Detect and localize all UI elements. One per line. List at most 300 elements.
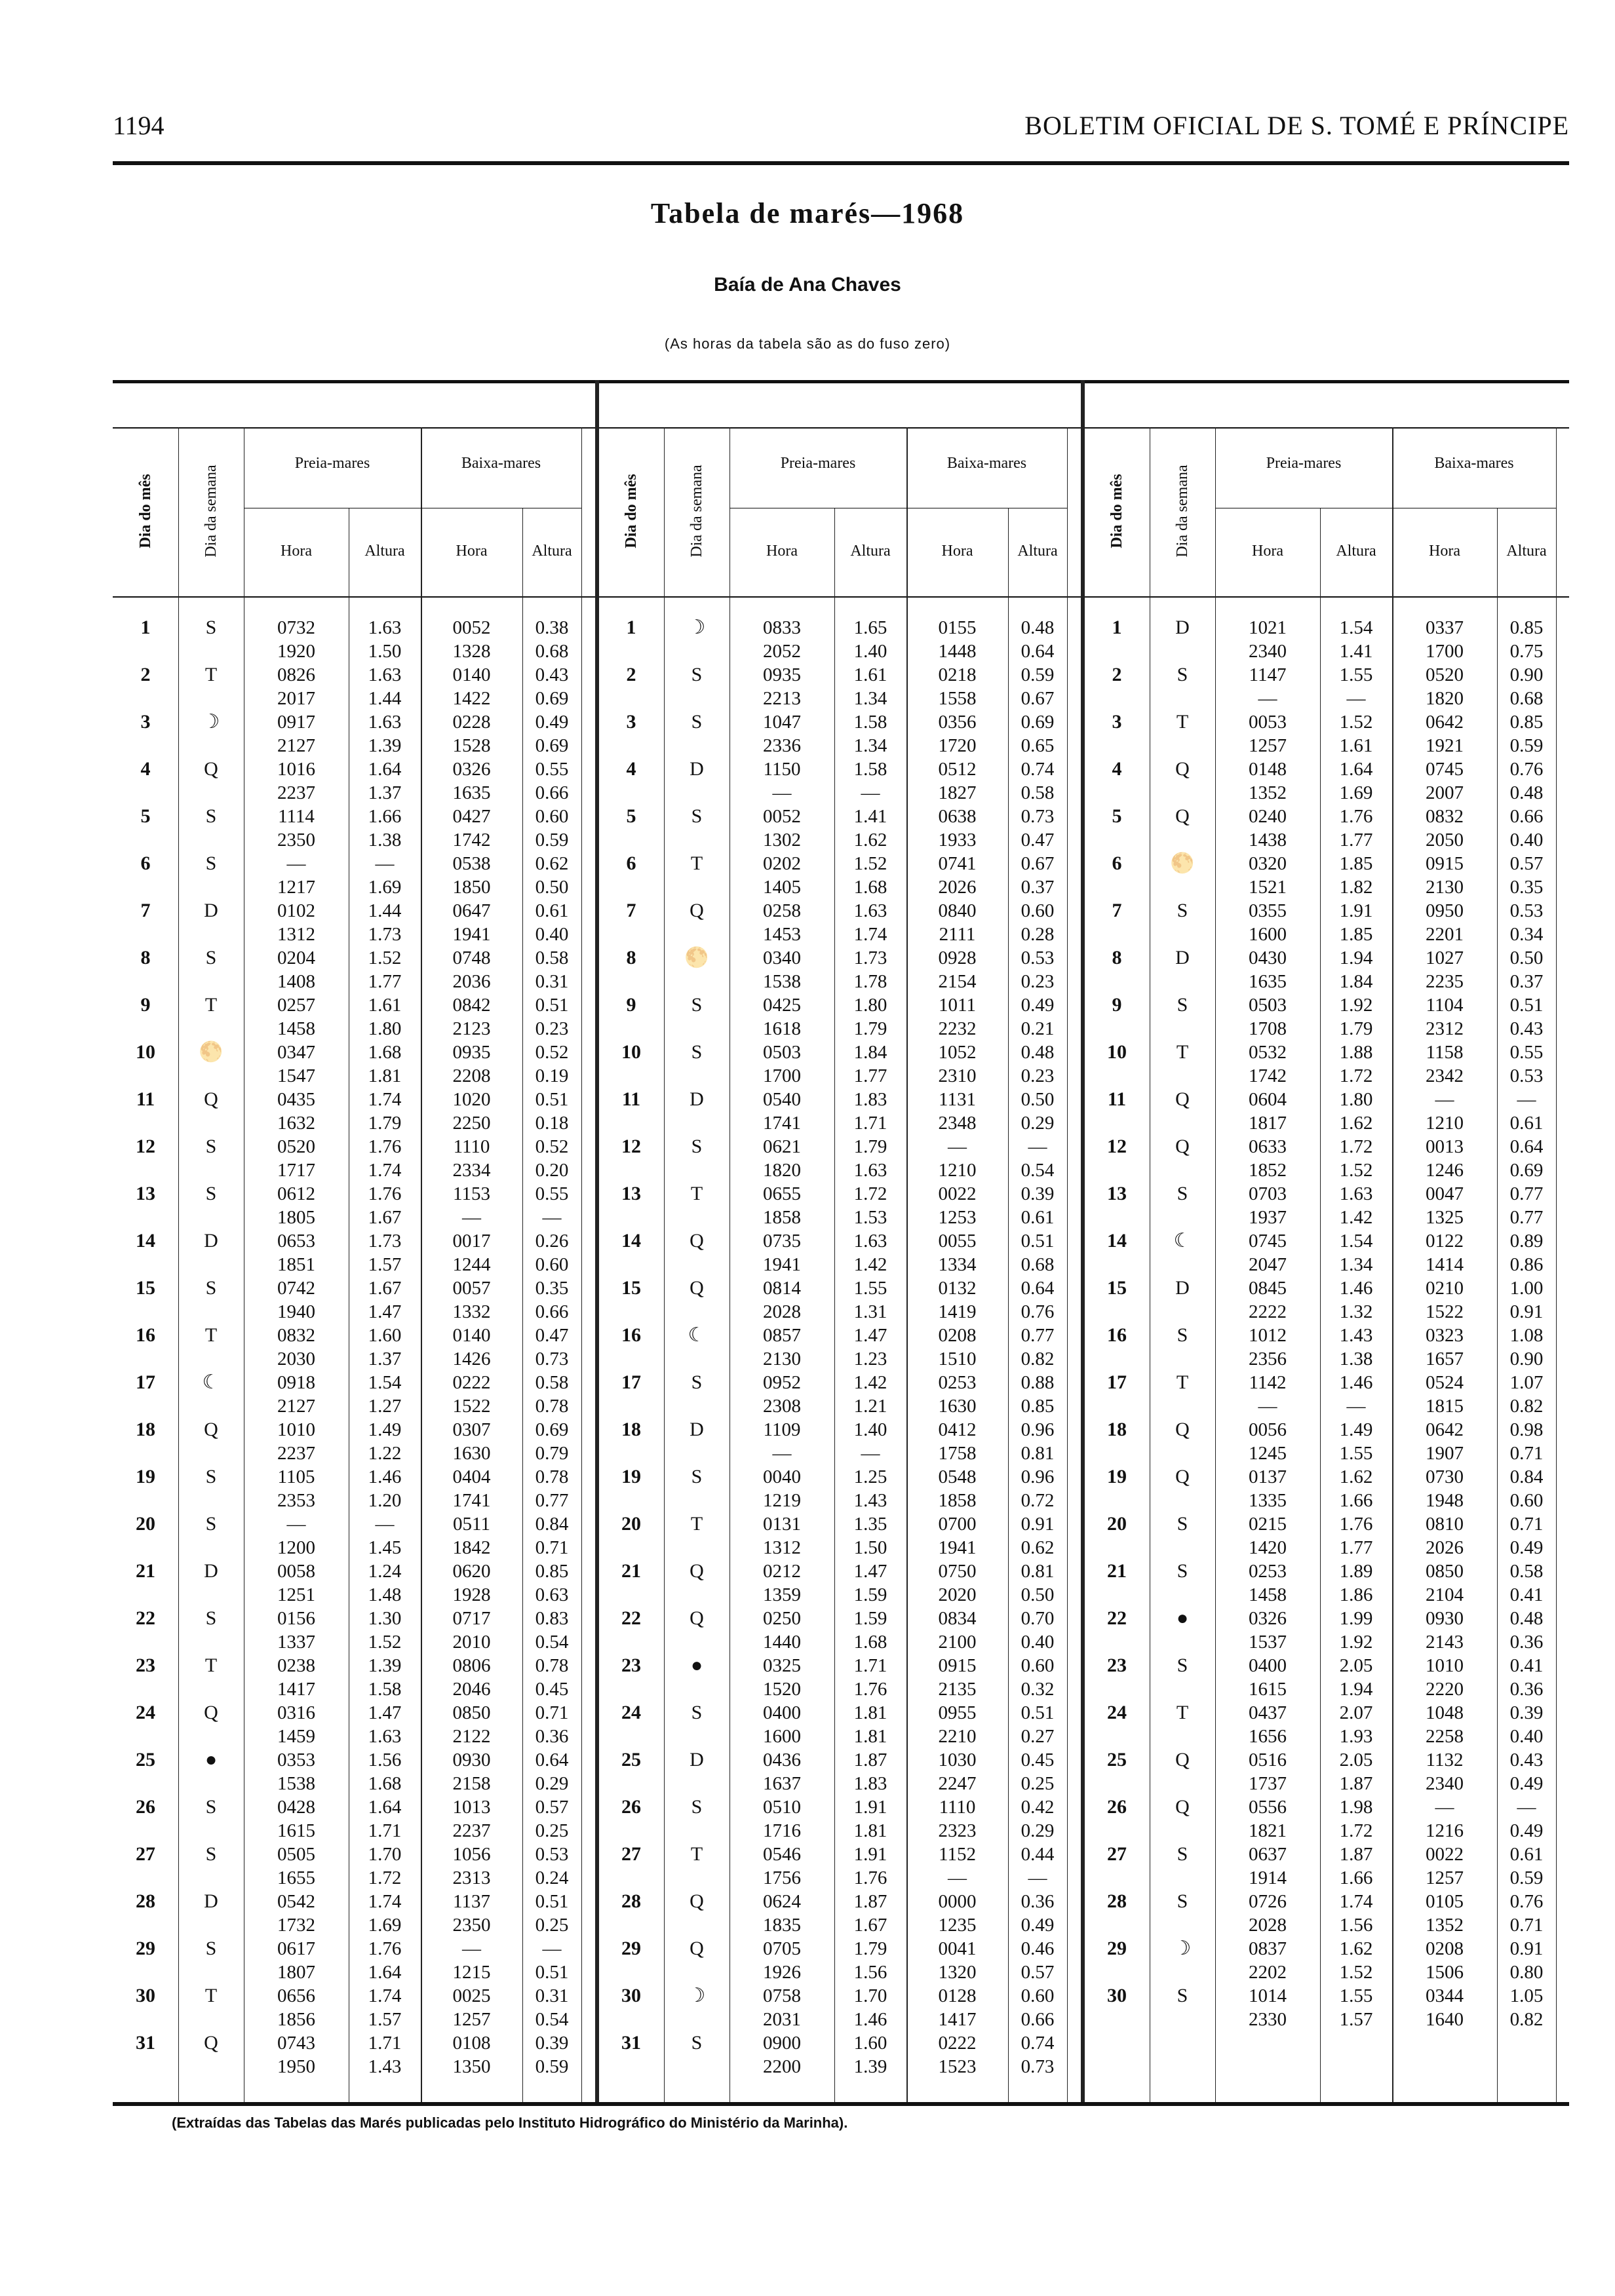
low-water-time: 1048 xyxy=(1426,1702,1464,1723)
low-water-height: 0.59 xyxy=(535,2056,569,2077)
low-water-height: 0.24 xyxy=(535,1867,569,1888)
low-water-time: 0025 xyxy=(452,1985,491,2006)
low-water-height: 0.23 xyxy=(1021,1065,1055,1086)
low-water-time: 1152 xyxy=(939,1844,976,1865)
high-water-height: 2.07 xyxy=(1339,1702,1373,1723)
high-water-time: 0326 xyxy=(1249,1608,1287,1629)
low-water-time: 2232 xyxy=(938,1018,977,1039)
low-water-time: 1907 xyxy=(1426,1443,1464,1464)
low-water-height: 0.71 xyxy=(535,1702,569,1723)
low-water-time: 2313 xyxy=(452,1867,491,1888)
low-water-time: 0218 xyxy=(938,664,977,685)
day-of-month: 5 xyxy=(140,805,151,827)
high-water-time: 0917 xyxy=(277,712,315,733)
low-water-height: 0.96 xyxy=(1021,1419,1055,1440)
day-of-month: 11 xyxy=(1107,1088,1127,1110)
header-altura: Altura xyxy=(1336,543,1376,560)
high-water-time: 1217 xyxy=(277,877,315,898)
low-water-height: 0.71 xyxy=(1509,1915,1544,1936)
high-water-height: 1.42 xyxy=(853,1254,887,1275)
high-water-time: 1820 xyxy=(763,1160,801,1181)
low-water-time: 0055 xyxy=(938,1231,977,1252)
low-water-time: 1215 xyxy=(452,1962,491,1983)
low-water-time: 0915 xyxy=(1426,853,1464,874)
low-water-time: 1842 xyxy=(452,1537,491,1558)
high-water-time: 0758 xyxy=(763,1985,801,2006)
low-water-time: 0140 xyxy=(452,1325,491,1346)
high-water-time: 1335 xyxy=(1249,1490,1287,1511)
low-water-time: 1741 xyxy=(452,1490,491,1511)
day-of-month: 2 xyxy=(626,664,636,685)
low-water-height: 0.19 xyxy=(535,1065,569,1086)
low-water-height: 0.82 xyxy=(1021,1349,1055,1369)
low-water-height: 0.50 xyxy=(1021,1584,1055,1605)
day-of-month: 8 xyxy=(140,947,151,968)
high-water-height: 1.74 xyxy=(368,1160,402,1181)
weekday: 🌕 xyxy=(199,1041,224,1063)
weekday: S xyxy=(691,1136,703,1157)
high-water-time: 1520 xyxy=(763,1679,801,1700)
weekday: S xyxy=(1177,900,1188,921)
day-of-month: 8 xyxy=(1112,947,1122,968)
high-water-time: 1615 xyxy=(277,1820,315,1841)
high-water-height: 1.59 xyxy=(853,1584,887,1605)
day-of-month: 9 xyxy=(140,994,151,1016)
low-water-height: 0.40 xyxy=(1021,1632,1055,1653)
high-water-time: 1438 xyxy=(1249,830,1287,851)
weekday: S xyxy=(1177,994,1188,1016)
low-water-height: 0.47 xyxy=(1021,830,1055,851)
day-of-month: 15 xyxy=(136,1277,155,1299)
high-water-time: 2336 xyxy=(763,735,801,756)
header-dia-da-semana: Dia da semana xyxy=(203,465,220,558)
high-water-height: 1.57 xyxy=(1339,2009,1373,2030)
day-of-month: 23 xyxy=(1107,1655,1127,1676)
day-of-month: 3 xyxy=(140,711,151,733)
low-water-time: 0326 xyxy=(452,759,491,780)
low-water-height: 0.51 xyxy=(1509,995,1544,1016)
low-water-time: 1948 xyxy=(1426,1490,1464,1511)
high-water-height: 1.66 xyxy=(1339,1867,1373,1888)
low-water-height: 0.40 xyxy=(535,924,569,945)
low-water-height: 0.54 xyxy=(535,1632,569,1653)
weekday: D xyxy=(204,1230,218,1252)
high-water-height: 1.79 xyxy=(853,1136,887,1157)
low-water-height: 0.44 xyxy=(1021,1844,1055,1865)
low-water-height: — xyxy=(1028,1136,1047,1157)
high-water-height: 1.57 xyxy=(368,1254,402,1275)
high-water-height: 1.80 xyxy=(853,995,887,1016)
low-water-height: 0.51 xyxy=(1021,1231,1055,1252)
weekday: S xyxy=(1177,1985,1188,2006)
high-water-height: 1.41 xyxy=(1339,641,1373,662)
high-water-height: 1.83 xyxy=(853,1089,887,1110)
high-water-height: 1.63 xyxy=(853,900,887,921)
high-water-height: 1.81 xyxy=(368,1065,402,1086)
low-water-time: 2050 xyxy=(1426,830,1464,851)
weekday: ☾ xyxy=(688,1324,706,1346)
high-water-time: 1635 xyxy=(1249,971,1287,992)
high-water-time: 1010 xyxy=(277,1419,315,1440)
high-water-time: 0156 xyxy=(277,1608,315,1629)
weekday: T xyxy=(204,1655,218,1676)
low-water-height: 0.76 xyxy=(1509,1891,1544,1912)
weekday: Q xyxy=(1175,758,1190,780)
low-water-height: 0.57 xyxy=(1509,853,1544,874)
weekday: ☽ xyxy=(1173,1938,1192,1959)
high-water-height: 1.42 xyxy=(1339,1207,1373,1228)
low-water-height: 0.46 xyxy=(1021,1938,1055,1959)
high-water-time: 0148 xyxy=(1249,759,1287,780)
low-water-time: 1941 xyxy=(938,1537,977,1558)
low-water-time: 0548 xyxy=(938,1466,977,1487)
high-water-time: 0437 xyxy=(1249,1702,1287,1723)
low-water-time: 0810 xyxy=(1426,1514,1464,1535)
low-water-height: 0.98 xyxy=(1509,1419,1544,1440)
day-of-month: 17 xyxy=(1107,1371,1127,1393)
high-water-height: 1.39 xyxy=(853,2056,887,2077)
low-water-height: 0.59 xyxy=(1509,735,1544,756)
high-water-time: 0435 xyxy=(277,1089,315,1110)
high-water-time: 0400 xyxy=(763,1702,801,1723)
header-altura: Altura xyxy=(364,543,405,560)
high-water-height: 1.23 xyxy=(853,1349,887,1369)
low-water-height: 0.77 xyxy=(535,1490,569,1511)
high-water-height: 1.46 xyxy=(853,2009,887,2030)
low-water-height: 0.49 xyxy=(1509,1537,1544,1558)
day-of-month: 12 xyxy=(136,1136,155,1157)
low-water-height: 0.59 xyxy=(1021,664,1055,685)
weekday: Q xyxy=(1175,805,1190,827)
low-water-height: 1.00 xyxy=(1509,1278,1544,1299)
high-water-time: 0826 xyxy=(277,664,315,685)
low-water-time: — xyxy=(948,1867,967,1888)
low-water-time: 0222 xyxy=(938,2033,977,2054)
low-water-height: 0.69 xyxy=(535,688,569,709)
low-water-time: 0022 xyxy=(938,1183,977,1204)
high-water-time: 1016 xyxy=(277,759,315,780)
weekday: D xyxy=(690,1749,704,1770)
high-water-height: 1.87 xyxy=(853,1750,887,1770)
low-water-time: 1815 xyxy=(1426,1396,1464,1417)
weekday: Q xyxy=(204,1088,218,1110)
high-water-height: 1.61 xyxy=(1339,735,1373,756)
low-water-time: 1334 xyxy=(938,1254,977,1275)
weekday: S xyxy=(691,1041,703,1063)
source-footer: (Extraídas das Tabelas das Marés publicadas pelo Instituto Hidrográfico do Ministério da Marinha). xyxy=(172,2114,848,2131)
high-water-height: 1.52 xyxy=(1339,1962,1373,1983)
low-water-height: 0.36 xyxy=(1509,1632,1544,1653)
day-of-month: 26 xyxy=(136,1796,155,1818)
high-water-time: 0253 xyxy=(1249,1561,1287,1582)
high-water-time: 0845 xyxy=(1249,1278,1287,1299)
day-of-month: 16 xyxy=(621,1324,641,1346)
low-water-height: 0.38 xyxy=(535,617,569,638)
high-water-height: 1.43 xyxy=(1339,1325,1373,1346)
low-water-time: 0620 xyxy=(452,1561,491,1582)
high-water-height: 1.21 xyxy=(853,1396,887,1417)
low-water-height: 0.81 xyxy=(1021,1561,1055,1582)
header-hora: Hora xyxy=(281,543,312,560)
weekday: S xyxy=(1177,1655,1188,1676)
high-water-time: 0520 xyxy=(277,1136,315,1157)
header-dia-da-semana: Dia da semana xyxy=(688,465,705,558)
high-water-height: 1.74 xyxy=(853,924,887,945)
day-of-month: 9 xyxy=(626,994,636,1016)
low-water-height: 0.60 xyxy=(1509,1490,1544,1511)
day-of-month: 23 xyxy=(621,1655,641,1676)
low-water-height: 0.29 xyxy=(1021,1820,1055,1841)
high-water-height: 1.52 xyxy=(1339,712,1373,733)
low-water-height: 0.28 xyxy=(1021,924,1055,945)
low-water-height: 0.37 xyxy=(1509,971,1544,992)
high-water-height: 1.74 xyxy=(368,1089,402,1110)
low-water-time: 0228 xyxy=(452,712,491,733)
high-water-height: 1.58 xyxy=(368,1679,402,1700)
high-water-time: 2222 xyxy=(1249,1301,1287,1322)
low-water-time: 0022 xyxy=(1426,1844,1464,1865)
low-water-time: 1257 xyxy=(452,2009,491,2030)
low-water-time: — xyxy=(1435,1089,1454,1110)
day-of-month: 2 xyxy=(1112,664,1122,685)
high-water-time: 1105 xyxy=(277,1466,315,1487)
high-water-height: 1.47 xyxy=(853,1561,887,1582)
low-water-height: 1.08 xyxy=(1509,1325,1544,1346)
table-title: Tabela de marés—1968 xyxy=(650,197,965,229)
low-water-time: 2340 xyxy=(1426,1773,1464,1794)
high-water-time: 1655 xyxy=(277,1867,315,1888)
low-water-time: 0000 xyxy=(938,1891,977,1912)
weekday: T xyxy=(690,1513,703,1535)
high-water-height: 1.64 xyxy=(368,759,402,780)
weekday: S xyxy=(1177,1890,1188,1912)
high-water-time: 0542 xyxy=(277,1891,315,1912)
high-water-time: 1150 xyxy=(763,759,801,780)
low-water-height: 0.69 xyxy=(535,735,569,756)
high-water-height: 1.43 xyxy=(853,1490,887,1511)
high-water-height: 1.62 xyxy=(853,830,887,851)
weekday: D xyxy=(204,1890,218,1912)
high-water-time: 0316 xyxy=(277,1702,315,1723)
day-of-month: 20 xyxy=(1107,1513,1127,1535)
low-water-height: 0.51 xyxy=(535,1891,569,1912)
low-water-time: 1253 xyxy=(938,1207,977,1228)
low-water-time: 1758 xyxy=(938,1443,977,1464)
high-water-time: 0540 xyxy=(763,1089,801,1110)
high-water-time: 2028 xyxy=(763,1301,801,1322)
high-water-height: 1.73 xyxy=(853,947,887,968)
high-water-height: 1.24 xyxy=(368,1561,402,1582)
high-water-height: 1.87 xyxy=(1339,1844,1373,1865)
low-water-time: 0323 xyxy=(1426,1325,1464,1346)
high-water-time: 2047 xyxy=(1249,1254,1287,1275)
low-water-time: 0013 xyxy=(1426,1136,1464,1157)
low-water-time: 2135 xyxy=(938,1679,977,1700)
header-preia-mares: Preia-mares xyxy=(1266,455,1342,472)
high-water-time: 0743 xyxy=(277,2033,315,2054)
low-water-time: 1635 xyxy=(452,782,491,803)
low-water-time: 2312 xyxy=(1426,1018,1464,1039)
low-water-height: 0.71 xyxy=(1509,1443,1544,1464)
day-of-month: 13 xyxy=(1107,1183,1127,1204)
low-water-time: 0842 xyxy=(452,995,491,1016)
weekday: S xyxy=(205,1277,217,1299)
high-water-height: 1.67 xyxy=(853,1915,887,1936)
low-water-height: 0.61 xyxy=(1509,1844,1544,1865)
high-water-height: 1.37 xyxy=(368,1349,402,1369)
low-water-time: 1350 xyxy=(452,2056,491,2077)
day-of-month: 26 xyxy=(1107,1796,1127,1818)
weekday: S xyxy=(205,1938,217,1959)
low-water-height: 0.74 xyxy=(1021,2033,1055,2054)
high-water-height: 1.50 xyxy=(368,641,402,662)
high-water-height: 1.62 xyxy=(1339,1466,1373,1487)
high-water-time: 1737 xyxy=(1249,1773,1287,1794)
low-water-time: 0105 xyxy=(1426,1891,1464,1912)
high-water-time: 2356 xyxy=(1249,1349,1287,1369)
high-water-height: 1.67 xyxy=(368,1278,402,1299)
low-water-height: 0.39 xyxy=(1021,1183,1055,1204)
day-of-month: 3 xyxy=(1112,711,1122,733)
high-water-time: 1805 xyxy=(277,1207,315,1228)
day-of-month: 11 xyxy=(136,1088,155,1110)
high-water-height: 1.66 xyxy=(1339,1490,1373,1511)
high-water-time: 0900 xyxy=(763,2033,801,2054)
low-water-height: 0.50 xyxy=(1509,947,1544,968)
low-water-height: 0.66 xyxy=(1021,2009,1055,2030)
high-water-time: 0250 xyxy=(763,1608,801,1629)
high-water-time: 0633 xyxy=(1249,1136,1287,1157)
weekday: D xyxy=(1175,947,1190,968)
high-water-height: 1.30 xyxy=(368,1608,402,1629)
high-water-time: 1950 xyxy=(277,2056,315,2077)
low-water-height: 0.45 xyxy=(1021,1750,1055,1770)
high-water-height: 1.70 xyxy=(368,1844,402,1865)
high-water-height: 1.72 xyxy=(1339,1136,1373,1157)
weekday: S xyxy=(1177,1513,1188,1535)
low-water-height: 0.91 xyxy=(1509,1301,1544,1322)
weekday: 🌕 xyxy=(1170,852,1195,874)
low-water-height: 0.41 xyxy=(1509,1584,1544,1605)
day-of-month: 31 xyxy=(621,2032,641,2054)
low-water-time: 0717 xyxy=(452,1608,491,1629)
low-water-time: 0745 xyxy=(1426,759,1464,780)
low-water-height: 0.73 xyxy=(535,1349,569,1369)
low-water-time: 0538 xyxy=(452,853,491,874)
high-water-time: 0058 xyxy=(277,1561,315,1582)
high-water-height: 1.25 xyxy=(853,1466,887,1487)
day-of-month: 5 xyxy=(626,805,636,827)
low-water-height: 0.60 xyxy=(1021,900,1055,921)
low-water-height: 0.88 xyxy=(1021,1372,1055,1393)
high-water-height: 1.73 xyxy=(368,1231,402,1252)
low-water-height: 0.91 xyxy=(1509,1938,1544,1959)
day-of-month: 27 xyxy=(1107,1843,1127,1865)
low-water-height: 0.57 xyxy=(1021,1962,1055,1983)
high-water-time: 1856 xyxy=(277,2009,315,2030)
day-of-month: 16 xyxy=(136,1324,155,1346)
weekday: D xyxy=(690,1419,704,1440)
low-water-height: 0.26 xyxy=(535,1231,569,1252)
day-of-month: 10 xyxy=(136,1041,155,1063)
column-line xyxy=(1067,427,1068,2102)
high-water-time: 1600 xyxy=(763,1726,801,1747)
high-water-height: 1.55 xyxy=(853,1278,887,1299)
low-water-height: 0.77 xyxy=(1509,1207,1544,1228)
high-water-height: 1.72 xyxy=(368,1867,402,1888)
low-water-time: 0955 xyxy=(938,1702,977,1723)
low-water-time: 0412 xyxy=(938,1419,977,1440)
low-water-height: 0.53 xyxy=(1509,1065,1544,1086)
low-water-height: 1.07 xyxy=(1509,1372,1544,1393)
high-water-time: 0556 xyxy=(1249,1797,1287,1818)
weekday: ● xyxy=(1176,1607,1189,1629)
day-of-month: 5 xyxy=(1112,805,1122,827)
high-water-time: 0833 xyxy=(763,617,801,638)
weekday: S xyxy=(1177,1183,1188,1204)
high-water-height: 1.76 xyxy=(368,1136,402,1157)
high-water-time: 0655 xyxy=(763,1183,801,1204)
high-water-time: 0204 xyxy=(277,947,315,968)
low-water-time: 0642 xyxy=(1426,712,1464,733)
low-water-time: 1921 xyxy=(1426,735,1464,756)
low-water-height: 0.31 xyxy=(535,1985,569,2006)
day-of-month: 14 xyxy=(621,1230,641,1252)
high-water-time: 1741 xyxy=(763,1113,801,1134)
low-water-time: 1235 xyxy=(938,1915,977,1936)
weekday: Q xyxy=(690,1230,704,1252)
high-water-height: 1.65 xyxy=(853,617,887,638)
low-water-height: 0.66 xyxy=(535,782,569,803)
high-water-height: 1.63 xyxy=(368,617,402,638)
day-of-month: 24 xyxy=(136,1702,155,1723)
day-of-month: 2 xyxy=(140,664,151,685)
high-water-height: 1.77 xyxy=(1339,830,1373,851)
low-water-height: 0.70 xyxy=(1021,1608,1055,1629)
low-water-time: 0850 xyxy=(452,1702,491,1723)
high-water-time: 1537 xyxy=(1249,1632,1287,1653)
high-water-time: 1147 xyxy=(1249,664,1287,685)
day-of-month: 17 xyxy=(136,1371,155,1393)
high-water-height: 1.61 xyxy=(368,995,402,1016)
high-water-time: — xyxy=(1258,1396,1277,1417)
page-header xyxy=(113,110,1569,149)
low-water-time: 0834 xyxy=(938,1608,977,1629)
high-water-time: 2052 xyxy=(763,641,801,662)
high-water-time: 0617 xyxy=(277,1938,315,1959)
header-baixa-mares: Baixa-mares xyxy=(1434,455,1514,472)
high-water-height: 1.63 xyxy=(368,1726,402,1747)
day-of-month: 8 xyxy=(626,947,636,968)
weekday: S xyxy=(205,1183,217,1204)
low-water-height: 0.67 xyxy=(1021,688,1055,709)
high-water-time: 0056 xyxy=(1249,1419,1287,1440)
weekday: S xyxy=(205,1796,217,1818)
high-water-time: 0503 xyxy=(763,1042,801,1063)
high-water-time: 0621 xyxy=(763,1136,801,1157)
high-water-height: 1.68 xyxy=(368,1042,402,1063)
low-water-height: 0.86 xyxy=(1509,1254,1544,1275)
low-water-time: 2342 xyxy=(1426,1065,1464,1086)
high-water-time: 1458 xyxy=(1249,1584,1287,1605)
low-water-height: 0.53 xyxy=(1021,947,1055,968)
day-of-month: 24 xyxy=(1107,1702,1127,1723)
month-name-julho xyxy=(113,385,595,418)
high-water-height: 1.44 xyxy=(368,900,402,921)
high-water-height: 1.60 xyxy=(368,1325,402,1346)
low-water-height: 0.68 xyxy=(1509,688,1544,709)
high-water-time: 2017 xyxy=(277,688,315,709)
